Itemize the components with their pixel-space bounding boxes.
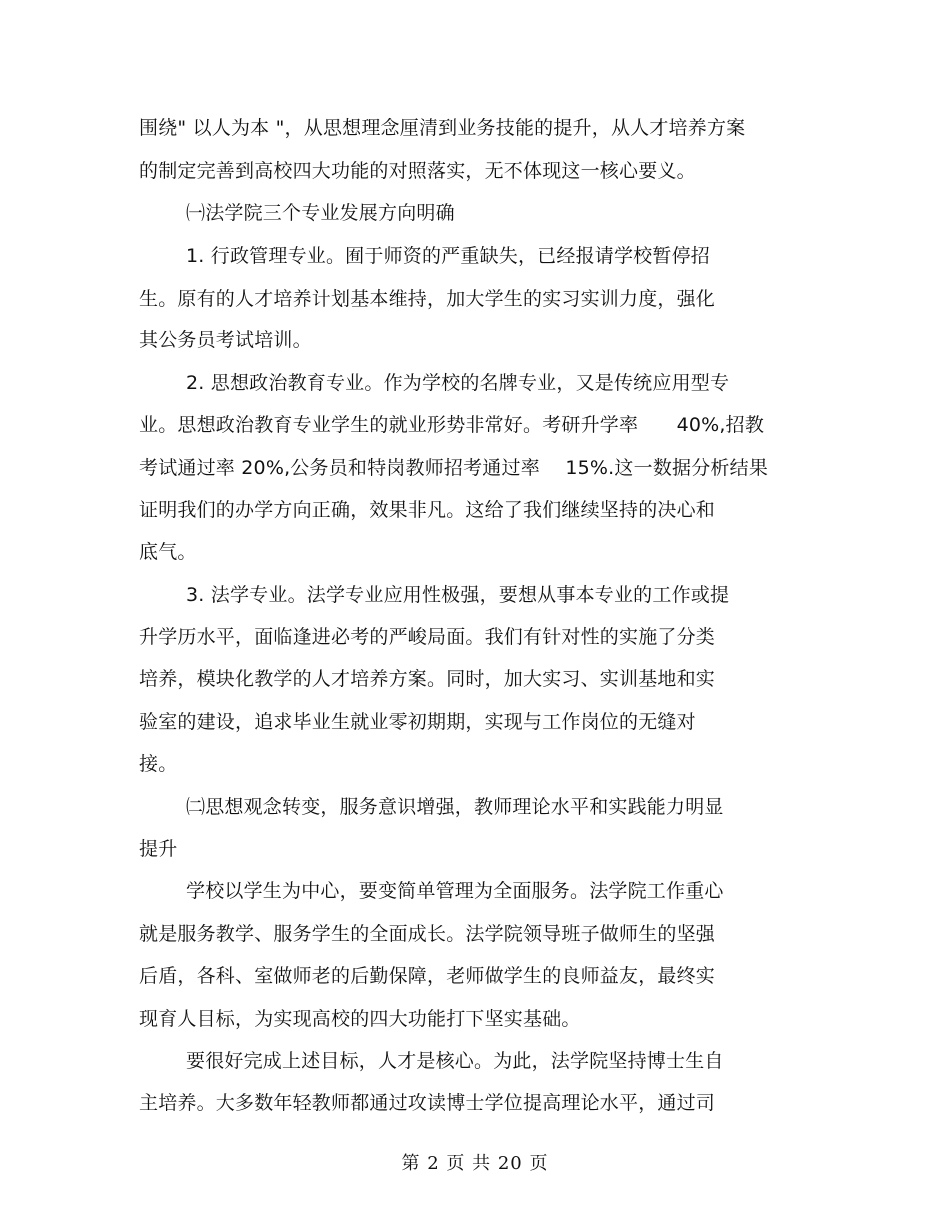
text-line: 就是服务教学、服务学生的全面成长。法学院领导班子做师生的坚强 xyxy=(139,923,716,945)
text-line: 要很好完成上述目标，人才是核心。为此，法学院坚持博士生自 xyxy=(186,1050,724,1072)
text-line: 2. 思想政治教育专业。作为学校的名牌专业，又是传统应用型专 xyxy=(186,372,730,394)
text-line: 的制定完善到高校四大功能的对照落实，无不体现这一核心要义。 xyxy=(139,160,696,182)
section-heading: ㈡思想观念转变，服务意识增强，教师理论水平和实践能力明显 xyxy=(186,796,724,818)
text-line: 接。 xyxy=(139,753,178,775)
text-line: 后盾，各科、室做师老的后勤保障，老师做学生的良师益友，最终实 xyxy=(139,965,716,987)
text-line: 围绕" 以人为本 "，从思想理念厘清到业务技能的提升，从人才培养方案 xyxy=(139,117,746,139)
text-line: 培养，模块化教学的人才培养方案。同时，加大实习、实训基地和实 xyxy=(139,668,716,690)
text-line: 现育人目标，为实现高校的四大功能打下坚实基础。 xyxy=(139,1008,581,1030)
text-line: 考试通过率 20%,公务员和特岗教师招考通过率 15%.这一数据分析结果 xyxy=(139,457,769,479)
text-line: 底气。 xyxy=(139,541,197,563)
text-line: 主培养。大多数年轻教师都通过攻读博士学位提高理论水平，通过司 xyxy=(139,1092,716,1114)
text-line: 学校以学生为中心，要变简单管理为全面服务。法学院工作重心 xyxy=(186,880,724,902)
section-heading: ㈠法学院三个专业发展方向明确 xyxy=(186,202,455,224)
text-line: 3. 法学专业。法学专业应用性极强，要想从事本专业的工作或提 xyxy=(186,584,730,606)
text-line: 业。思想政治教育专业学生的就业形势非常好。考研升学率 40%,招教 xyxy=(139,414,765,436)
text-line: 证明我们的办学方向正确，效果非凡。这给了我们继续坚持的决心和 xyxy=(139,499,716,521)
page-number-footer: 第 2 页 共 20 页 xyxy=(401,1153,549,1174)
text-line: 升学历水平，面临逢进必考的严峻局面。我们有针对性的实施了分类 xyxy=(139,626,716,648)
text-line: 其公务员考试培训。 xyxy=(139,329,312,351)
section-heading: 提升 xyxy=(139,838,178,860)
text-line: 验室的建设，追求毕业生就业零初期期，实现与工作岗位的无缝对 xyxy=(139,711,696,733)
text-line: 生。原有的人才培养计划基本维持，加大学生的实习实训力度，强化 xyxy=(139,288,716,310)
text-line: 1. 行政管理专业。囿于师资的严重缺失，已经报请学校暂停招 xyxy=(186,245,710,267)
